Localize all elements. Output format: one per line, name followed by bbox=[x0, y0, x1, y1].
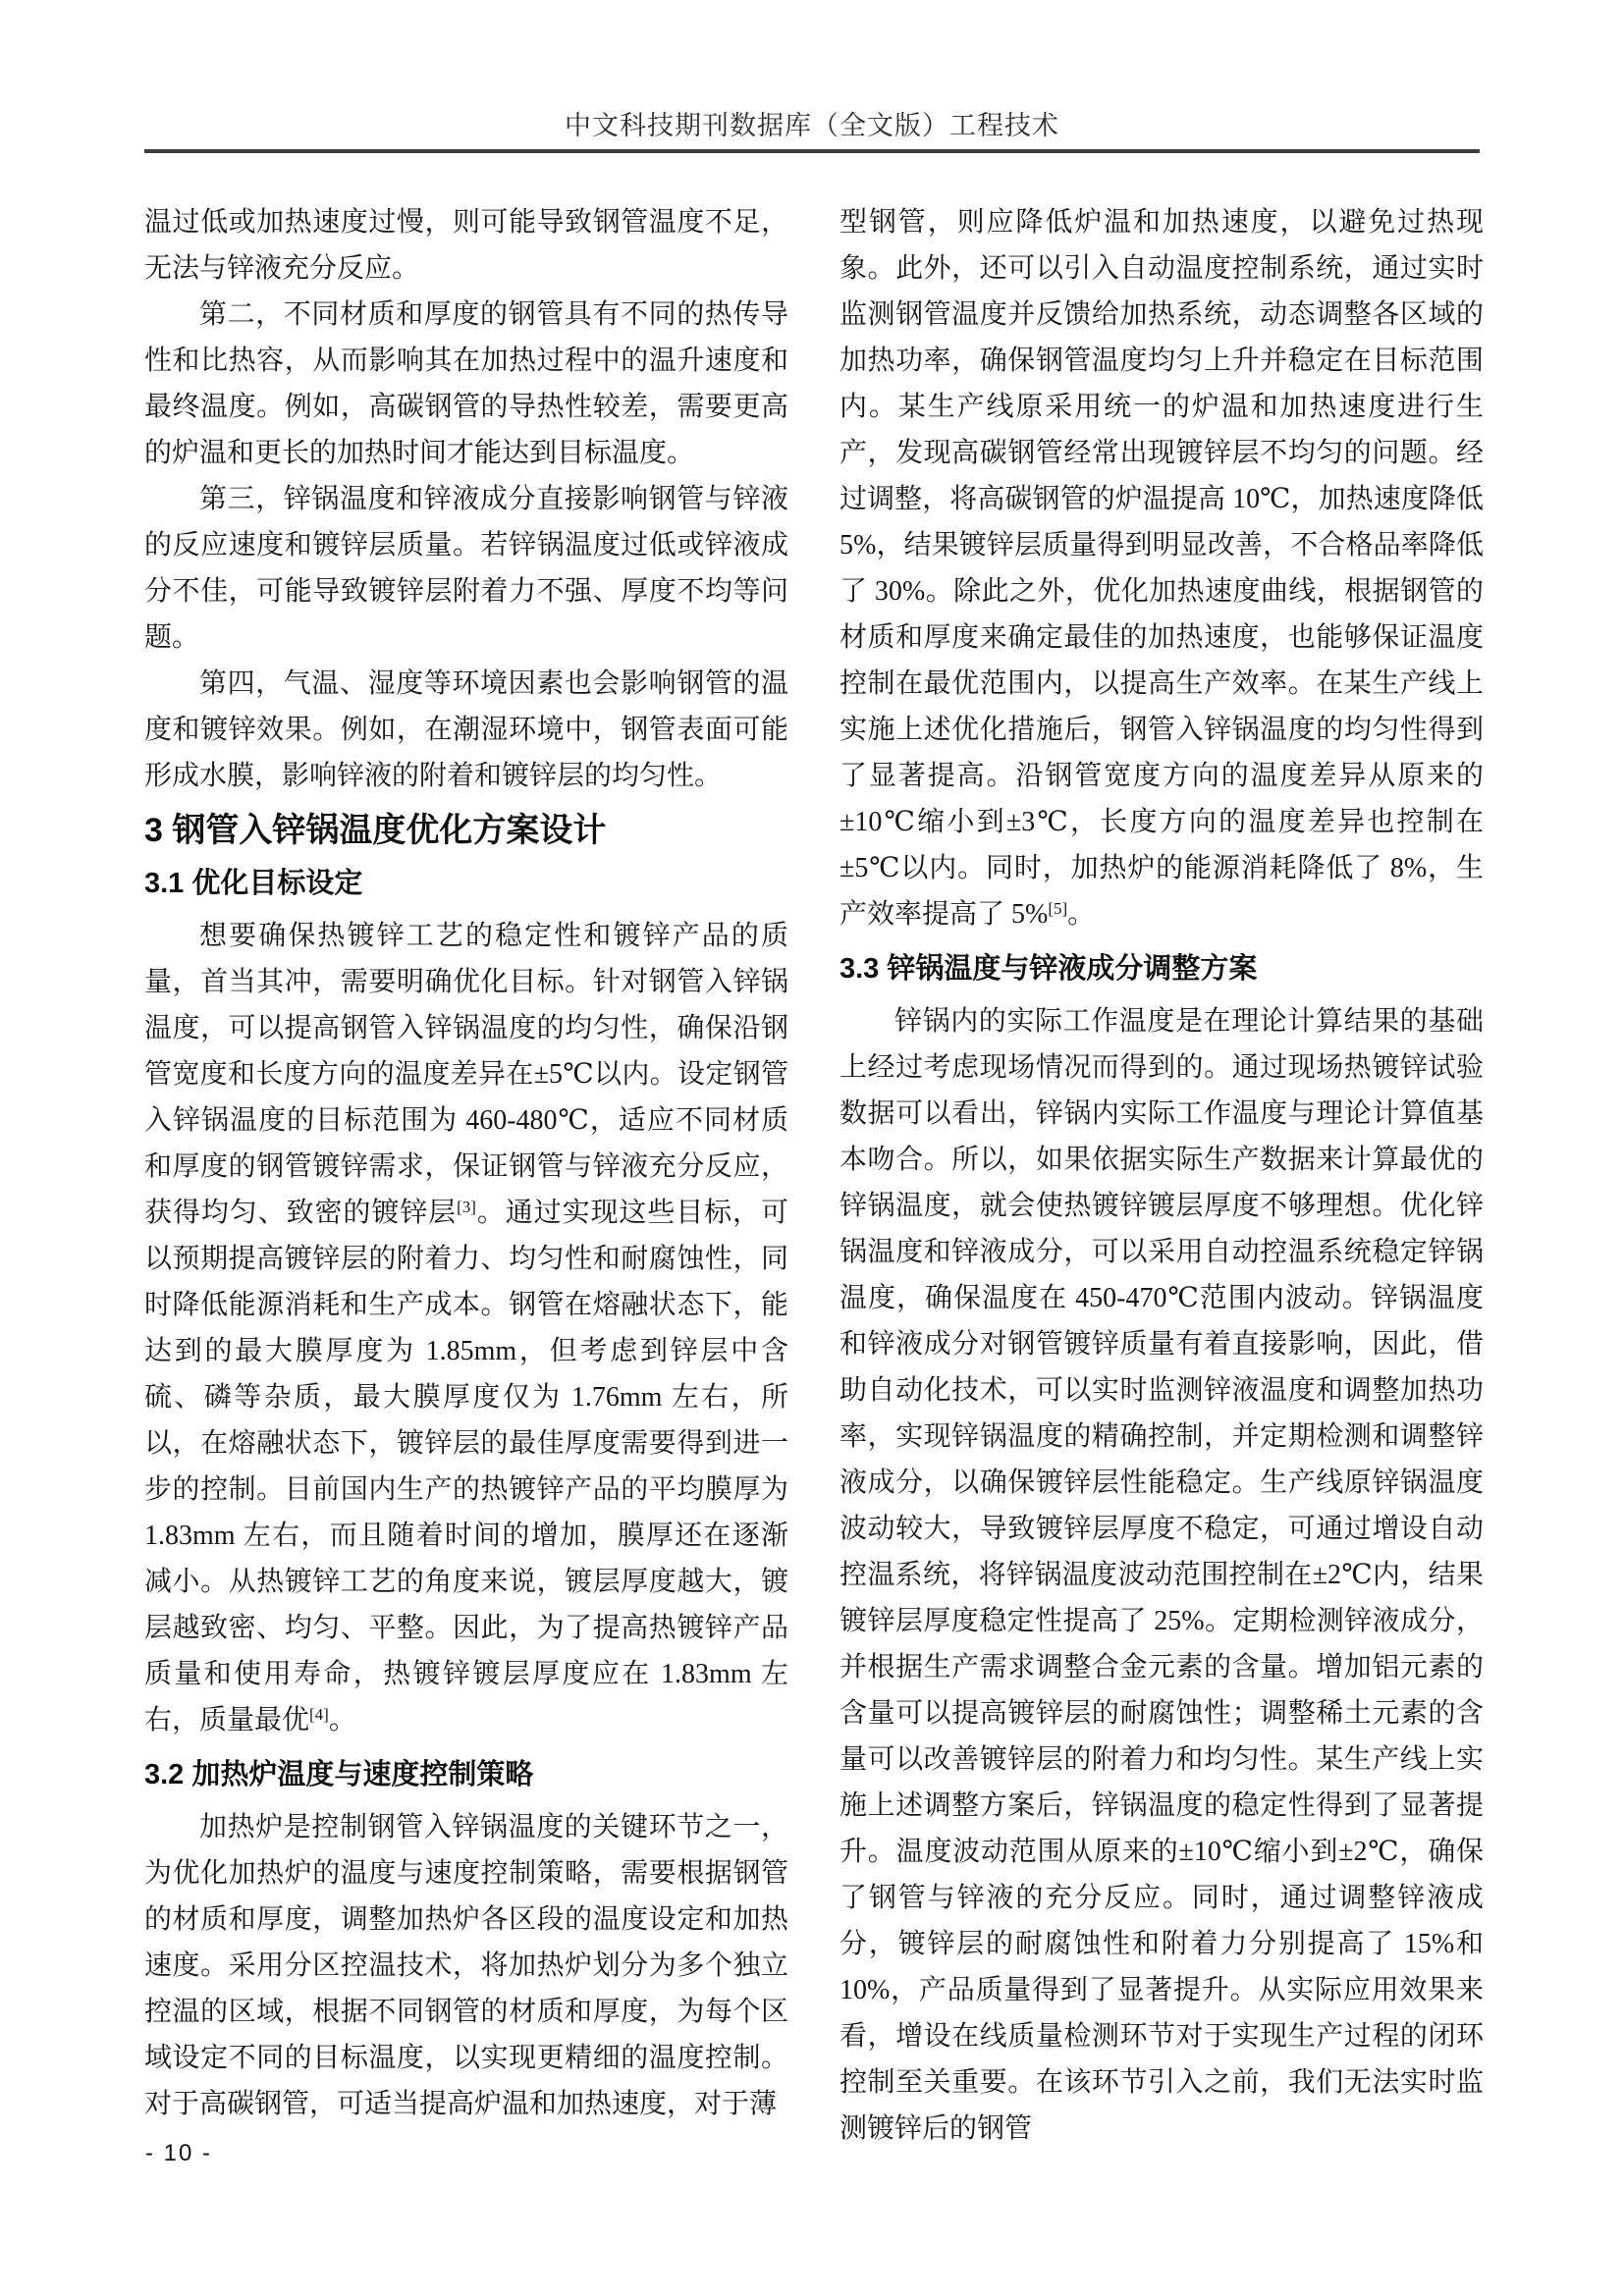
section-heading-3: 3 钢管入锌锅温度优化方案设计 bbox=[144, 812, 607, 849]
footnote-ref-4: [4] bbox=[309, 1705, 329, 1724]
footnote-ref-3: [3] bbox=[457, 1198, 476, 1216]
paragraph-text: 型钢管，则应降低炉温和加热速度，以避免过热现象。此外，还可以引入自动温度控制系统，通过实时监测钢管温度并反馈给加热系统，动态调整各区域的加热功率，确保钢管温度均匀上升并稳定在目标范围内。某生产线原采用统一的炉温和加热速度进行生产，发现高碳钢管经常出现镀锌层不均匀的问题。经过调整，将高碳钢管的炉温提高 10℃，加热速度降低 5%，结果镀锌层质量得到明显改善，不合格品率降低了 30%。除此之外，优化加热速度曲线，根据钢管的材质和厚度来确定最佳的加热速度，也能够保证温度控制在最优范围内，以提高生产效率。在某生产线上实施上述优化措施后，钢管入锌锅温度的均匀性得到了显著提高。沿钢管宽度方向的温度差异从原来的±10℃缩小到±3℃，长度方向的温度差异也控制在±5℃以内。同时，加热炉的能源消耗降低了 8%，生产效率提高了 5% bbox=[839, 207, 1484, 930]
paragraph-factor-third: 第三，锌锅温度和锌液成分直接影响钢管与锌液的反应速度和镀锌层质量。若锌锅温度过低或锌液成分不佳，可能导致镀锌层附着力不强、厚度不均等问题。 bbox=[144, 484, 788, 653]
paragraph-factor-fourth: 第四，气温、湿度等环境因素也会影响钢管的温度和镀锌效果。例如，在潮湿环境中，钢管表面可能形成水膜，影响锌液的附着和镀锌层的均匀性。 bbox=[144, 668, 788, 791]
paragraph-text: 。通过实现这些目标，可以预期提高镀锌层的附着力、均匀性和耐腐蚀性，同时降低能源消耗和生产成本。钢管在熔融状态下，能达到的最大膜厚度为 1.85mm，但考虑到锌层中含硫、磷等杂质，最大膜厚度仅为 1.76mm 左右，所以，在熔融状态下，镀锌层的最佳厚度需要得到进一步的控制。目前国内生产的热镀锌产品的平均膜厚为 1.83mm 左右，而且随着时间的增加，膜厚还在逐渐减小。从热镀锌工艺的角度来说，镀层厚度越大，镀层越致密、均匀、平整。因此，为了提高热镀锌产品质量和使用寿命，热镀锌镀层厚度应在 1.83mm 左右，质量最优 bbox=[144, 1198, 788, 1735]
subsection-heading-3-2: 3.2 加热炉温度与速度控制策略 bbox=[144, 1759, 534, 1790]
subsection-heading-3-3: 3.3 锌锅温度与锌液成分调整方案 bbox=[839, 953, 1258, 985]
paragraph-text: 想要确保热镀锌工艺的稳定性和镀锌产品的质量，首当其冲，需要明确优化目标。针对钢管入锌锅温度，可以提高钢管入锌锅温度的均匀性，确保沿钢管宽度和长度方向的温度差异在±5℃以内。设定钢管入锌锅温度的目标范围为 460-480℃，适应不同材质和厚度的钢管镀锌需求，保证钢管与锌液充分反应，获得均匀、致密的镀锌层 bbox=[144, 921, 788, 1228]
paragraph-factor-second: 第二，不同材质和厚度的钢管具有不同的热传导性和比热容，从而影响其在加热过程中的温升速度和最终温度。例如，高碳钢管的导热性较差，需要更高的炉温和更长的加热时间才能达到目标温度。 bbox=[144, 299, 788, 468]
subsection-heading-3-1: 3.1 优化目标设定 bbox=[144, 868, 363, 899]
right-text-column bbox=[839, 199, 1484, 2152]
left-text-column bbox=[144, 199, 788, 2127]
paragraph-optimization-goals bbox=[144, 913, 788, 1743]
paragraph-furnace-control-continued bbox=[839, 199, 1484, 937]
footnote-ref-5: [5] bbox=[1048, 899, 1068, 918]
page-number: - 10 - bbox=[145, 2140, 213, 2166]
paragraph-text: 。 bbox=[1067, 899, 1096, 930]
paragraph-zinc-pot-adjustment: 锌锅内的实际工作温度是在理论计算结果的基础上经过考虑现场情况而得到的。通过现场热镀锌试验数据可以看出，锌锅内实际工作温度与理论计算值基本吻合。所以，如果依据实际生产数据来计算最优的锌锅温度，就会使热镀锌镀层厚度不够理想。优化锌锅温度和锌液成分，可以采用自动控温系统稳定锌锅温度，确保温度在 450-470℃范围内波动。锌锅温度和锌液成分对钢管镀锌质量有着直接影响，因此，借助自动化技术，可以实时监测锌液温度和调整加热功率，实现锌锅温度的精确控制，并定期检测和调整锌液成分，以确保镀锌层性能稳定。生产线原锌锅温度波动较大，导致镀锌层厚度不稳定，可通过增设自动控温系统，将锌锅温度波动范围控制在±2℃内，结果镀锌层厚度稳定性提高了 25%。定期检测锌液成分，并根据生产需求调整合金元素的含量。增加铝元素的含量可以提高镀锌层的耐腐蚀性；调整稀土元素的含量可以改善镀锌层的附着力和均匀性。某生产线上实施上述调整方案后，锌锅温度的稳定性得到了显著提升。温度波动范围从原来的±10℃缩小到±2℃，确保了钢管与锌液的充分反应。同时，通过调整锌液成分，镀锌层的耐腐蚀性和附着力分别提高了 15%和 10%，产品质量得到了显著提升。从实际应用效果来看，增设在线质量检测环节对于实现生产过程的闭环控制至关重要。在该环节引入之前，我们无法实时监测镀锌后的钢管 bbox=[839, 1006, 1484, 2144]
paragraph-text: 。 bbox=[328, 1705, 356, 1735]
journal-header-title: 中文科技期刊数据库（全文版）工程技术 bbox=[565, 111, 1059, 140]
header-divider-rule bbox=[144, 149, 1480, 153]
paragraph-continued-from-previous-page: 温过低或加热速度过慢，则可能导致钢管温度不足，无法与锌液充分反应。 bbox=[144, 207, 788, 284]
paragraph-furnace-control: 加热炉是控制钢管入锌锅温度的关键环节之一，为优化加热炉的温度与速度控制策略，需要根据钢管的材质和厚度，调整加热炉各区段的温度设定和加热速度。采用分区控温技术，将加热炉划分为多个独立控温的区域，根据不同钢管的材质和厚度，为每个区域设定不同的目标温度，以实现更精细的温度控制。对于高碳钢管，可适当提高炉温和加热速度，对于薄 bbox=[144, 1812, 788, 2119]
